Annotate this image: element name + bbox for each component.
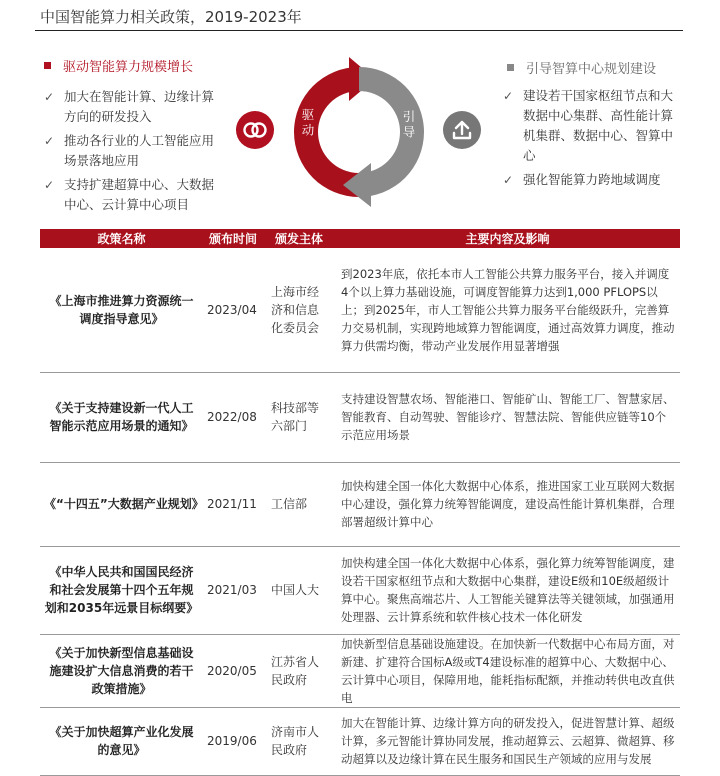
issuer-cell: 济南市人民政府 [263,707,335,775]
policy-name-cell: 《关于支持建设新一代人工智能示范应用场景的通知》 [40,372,203,462]
left-panel-heading [44,56,193,75]
date-cell: 2022/08 [203,372,263,462]
header-issuer: 颁发主体 [263,229,335,248]
policy-name-cell: 《关于加快超算产业化发展的意见》 [40,707,203,775]
left-bullet-item: ✓ 推动各行业的人工智能应用场景落地应用 [44,131,224,171]
page-title: 中国智能算力相关政策，2019-2023年 [40,8,302,26]
date-cell: 2020/05 [203,634,263,707]
right-bullet-item: ✓ 建设若干国家枢纽节点和大数据中心集群、高性能计算机集群、数据中心、智算中心 [503,86,683,166]
title-divider [35,30,683,31]
table-row [40,462,680,546]
square-bullet-icon [507,64,514,71]
upload-icon [443,111,481,149]
date-cell: 2021/03 [203,546,263,634]
header-date: 颁布时间 [203,229,263,248]
issuer-cell: 科技部等六部门 [263,372,335,462]
left-heading-text: 驱动智能算力规模增长 [63,60,194,75]
header-policy-name: 政策名称 [40,229,203,248]
rings-icon [236,111,274,149]
date-cell: 2023/04 [203,248,263,372]
date-cell: 2021/11 [203,462,263,546]
policy-name-cell: 《关于加快新型信息基础设施建设扩大信息消费的若干政策措施》 [40,634,203,707]
content-cell: 加大在智能计算、边缘计算方向的研发投入，促进智慧计算、超级计算，多元智能计算协同发展，推动超算云、云超算、微超算、移动超算以及边缘计算在民生服务和国民生产领域的应用与发展 [335,707,680,775]
left-bullet-item: ✓ 支持扩建超算中心、大数据中心、云计算中心项目 [44,175,224,215]
policy-name-cell: 《中华人民共和国国民经济和社会发展第十四个五年规划和2035年远景目标纲要》 [40,546,203,634]
policy-name-cell: 《上海市推进算力资源统一调度指导意见》 [40,248,203,372]
square-bullet-icon [44,62,51,69]
right-bullet-item: ✓ 强化智能算力跨地域调度 [503,170,683,190]
table-row [40,707,680,775]
table-row [40,372,680,462]
issuer-cell: 工信部 [263,462,335,546]
content-cell: 加快新型信息基础设施建设。在加快新一代数据中心布局方面，对新建、扩建符合国标A级或T4建设标准的超算中心、大数据中心、云计算中心项目，保障用地，能耗指标配额，并推动转供电改直供电 [335,634,680,707]
header-content: 主要内容及影响 [335,229,680,248]
right-heading-text: 引导智算中心规划建设 [526,62,657,77]
table-row [40,546,680,634]
content-cell: 到2023年底，依托本市人工智能公共算力服务平台，接入并调度4个以上算力基础设施，可调度智能算力达到1,000 PFLOPS以上；到2025年，市人工智能公共算力服务平台能级跃升，完善算力交易机制，实现跨地域算力智能调度，通过高效算力调度，推动算力供需均衡，带动产业发展作用显著增强 [335,248,680,372]
left-bullet-item: ✓ 加大在智能计算、边缘计算方向的研发投入 [44,87,224,127]
left-bullet-list [44,87,224,219]
issuer-cell: 中国人大 [263,546,335,634]
policy-name-cell: 《“十四五”大数据产业规划》 [40,462,203,546]
content-cell: 加快构建全国一体化大数据中心体系，强化算力统筹智能调度，建设若干国家枢纽节点和大数据中心集群，建设E级和10E级超级计算中心。聚焦高端芯片、人工智能关键算法等关键领域，加强通用处理器、云计算系统和软件核心技术一体化研发 [335,546,680,634]
right-panel-heading [507,58,656,77]
drive-label: 驱动 [300,108,315,139]
issuer-cell: 上海市经济和信息化委员会 [263,248,335,372]
date-cell: 2019/06 [203,707,263,775]
table-row [40,634,680,707]
table-header-row [40,229,680,248]
guide-label: 引导 [401,110,416,141]
right-bullet-list [503,86,683,194]
policy-table [40,229,680,776]
content-cell: 支持建设智慧农场、智能港口、智能矿山、智能工厂、智慧家居、智能教育、自动驾驶、智能诊疗、智慧法院、智能供应链等10个示范应用场景 [335,372,680,462]
table-row [40,248,680,372]
content-cell: 加快构建全国一体化大数据中心体系，推进国家工业互联网大数据中心建设，强化算力统筹智能调度，建设高性能计算机集群，合理部署超级计算中心 [335,462,680,546]
issuer-cell: 江苏省人民政府 [263,634,335,707]
